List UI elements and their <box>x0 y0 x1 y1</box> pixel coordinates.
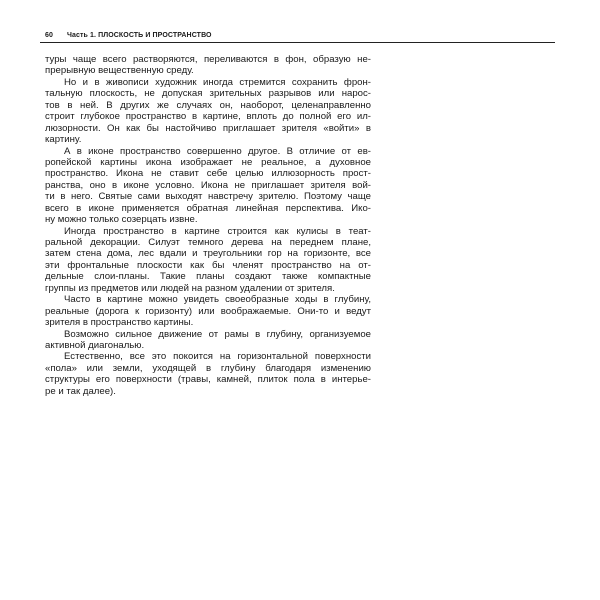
text-line: А в иконе пространство совершенно другое. В отличие от ев- <box>64 145 371 157</box>
text-line: Возможно сильное движение от рамы в глубину, организуемое <box>64 328 371 340</box>
header-rule <box>40 42 555 43</box>
running-header <box>45 32 212 39</box>
text-line: туры чаще всего растворяются, переливаются в фон, образую не- <box>45 54 371 65</box>
text-line: дельные слои-планы. Такие планы создают также компактные <box>45 271 371 283</box>
text-line: эти фронтальные плоскости как бы членят пространство на от- <box>45 259 371 271</box>
text-line: ти в него. Святые сами выходят навстречу зрителю. Поэтому чаще <box>45 191 371 203</box>
text-line: ропейской картины икона изображает не реальное, а духовное <box>45 156 371 168</box>
body-text <box>45 54 371 397</box>
text-line: Но и в живописи художник иногда стремится сохранить фрон- <box>64 76 371 88</box>
running-title: Часть 1. ПЛОСКОСТЬ И ПРОСТРАНСТВО <box>67 32 212 39</box>
text-line: тальную плоскость, не допуская зрительных разрывов или нарос- <box>45 88 371 100</box>
paragraph <box>45 294 371 328</box>
text-line: Часто в картине можно увидеть своеобразные ходы в глубину, <box>64 294 371 306</box>
text-line: ре и так далее). <box>45 385 116 397</box>
paragraph <box>45 146 371 226</box>
text-line: Естественно, все это покоится на горизонтальной поверхности <box>64 351 371 363</box>
text-line: группы из предметов или людей на разном удалении от зрителя. <box>45 282 335 294</box>
text-line: затем стена дома, лес вдали и треугольники гор на горизонте, все <box>45 248 371 260</box>
text-line: Иногда пространство в картине строится как кулисы в теат- <box>64 225 371 237</box>
text-line: ну можно только созерцать извне. <box>45 214 198 226</box>
text-line: строит глубокое пространство в картине, вплоть до полной его ил- <box>45 111 371 123</box>
paragraph <box>45 77 371 146</box>
text-line: картину. <box>45 134 82 146</box>
text-line: структуры его поверхности (травы, камней, плиток пола в интерье- <box>45 374 371 386</box>
paragraph <box>45 329 371 352</box>
text-line: ральной декорации. Силуэт темного дерева на переднем плане, <box>45 237 371 248</box>
text-line: тов в ней. В других же случаях он, наоборот, целенаправленно <box>45 99 371 111</box>
text-line: зрителя в пространство картины. <box>45 317 194 329</box>
paragraph <box>45 54 371 77</box>
text-line: ранства, оно в иконе условно. Икона не приглашает зрителя вой- <box>45 179 371 191</box>
text-line: прерывную вещественную среду. <box>45 65 194 77</box>
text-line: пространство. Икона не ставит себе целью иллюзорность прост- <box>45 168 371 180</box>
text-line: всего в иконе применяется обратная линейная перспектива. Ико- <box>45 202 371 214</box>
paragraph <box>45 226 371 295</box>
text-line: активной диагональю. <box>45 339 145 351</box>
text-line: реальные (дорога к горизонту) или воображаемые. Они-то и ведут <box>45 305 371 317</box>
page-number: 60 <box>45 32 53 39</box>
text-line: «пола» или земли, уходящей в глубину благодаря изменению <box>45 362 371 374</box>
paragraph <box>45 351 371 397</box>
text-line: люзорности. Он как бы настойчиво приглашает зрителя «войти» в <box>45 122 371 134</box>
